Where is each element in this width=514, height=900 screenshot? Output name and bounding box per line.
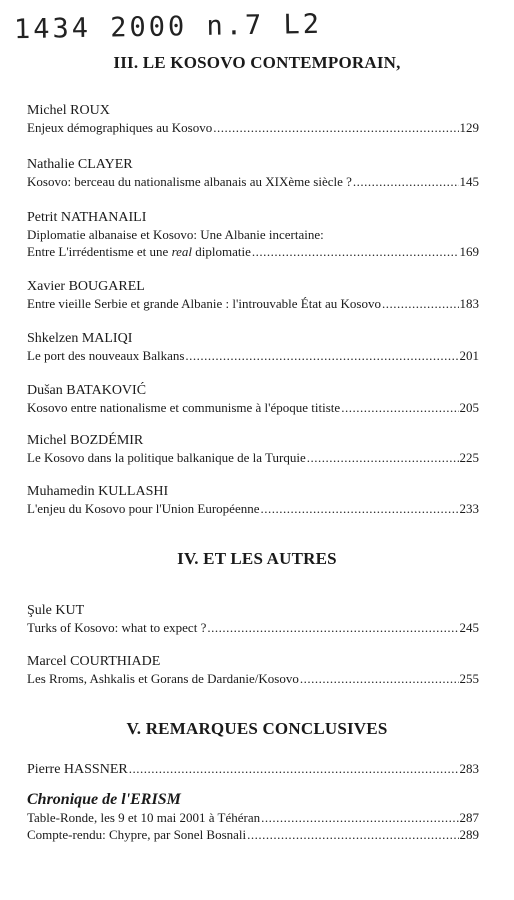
dot-leader xyxy=(261,809,458,826)
toc-line[interactable] xyxy=(27,670,479,687)
page-number: 201 xyxy=(459,348,479,363)
toc-title: Kosovo: berceau du nationalisme albanais au XIXème siècle ? xyxy=(27,174,352,189)
toc-title: Le port des nouveaux Balkans xyxy=(27,348,185,363)
dot-leader xyxy=(129,760,459,777)
toc-line[interactable] xyxy=(27,119,479,136)
dot-leader xyxy=(300,670,459,687)
page-number: 145 xyxy=(459,174,479,189)
page-number: 169 xyxy=(459,244,479,259)
page-number: 287 xyxy=(459,810,479,825)
handwritten-annotation: 1434 2000 n.7 L2 xyxy=(13,8,323,46)
toc-entry-maliqi xyxy=(27,330,479,364)
toc-title: Entre vieille Serbie et grande Albanie : l'introuvable État au Kosovo xyxy=(27,296,381,311)
toc-author: Michel ROUX xyxy=(27,103,110,118)
page-number: 205 xyxy=(459,400,479,415)
toc-title: Le Kosovo dans la politique balkanique de la Turquie xyxy=(27,450,306,465)
toc-author: Petrit NATHANAILI xyxy=(27,210,147,225)
toc-title-line: Diplomatie albanaise et Kosovo: Une Albanie incertaine: xyxy=(27,227,324,242)
page-number: 283 xyxy=(459,761,479,776)
toc-line[interactable] xyxy=(27,347,479,364)
page-number: 233 xyxy=(459,501,479,516)
dot-leader xyxy=(353,173,459,190)
page-number: 183 xyxy=(459,296,479,311)
page-number: 255 xyxy=(459,671,479,686)
toc-title: Turks of Kosovo: what to expect ? xyxy=(27,620,207,635)
section-heading-v: V. REMARQUES CONCLUSIVES xyxy=(126,719,388,738)
toc-entry-bougarel xyxy=(27,278,479,312)
toc-title: Compte-rendu: Chypre, par Sonel Bosnali xyxy=(27,827,247,842)
toc-entry-chronique xyxy=(27,790,479,843)
chronique-title: Chronique de l'ERISM xyxy=(27,791,181,808)
section-heading-iv: IV. ET LES AUTRES xyxy=(177,549,337,568)
toc-line[interactable] xyxy=(27,243,479,260)
toc-entry-nathanaili xyxy=(27,209,479,260)
toc-author: Marcel COURTHIADE xyxy=(27,654,161,669)
toc-entry-roux xyxy=(27,102,479,136)
toc-entry-bozdemir xyxy=(27,432,479,466)
dot-leader xyxy=(307,449,459,466)
toc-line[interactable] xyxy=(27,173,479,190)
dot-leader xyxy=(261,500,459,517)
page-number: 289 xyxy=(459,827,479,842)
toc-line[interactable] xyxy=(27,399,479,416)
toc-author: Dušan BATAKOVIĆ xyxy=(27,383,147,398)
toc-title: L'enjeu du Kosovo pour l'Union Européenne xyxy=(27,501,260,516)
toc-title: Les Rroms, Ashkalis et Gorans de Dardanie/Kosovo xyxy=(27,671,299,686)
dot-leader xyxy=(252,243,459,260)
toc-title: Table-Ronde, les 9 et 10 mai 2001 à Téhéran xyxy=(27,810,261,825)
toc-line[interactable] xyxy=(27,449,479,466)
dot-leader xyxy=(213,119,458,136)
toc-line[interactable] xyxy=(27,619,479,636)
toc-author: Michel BOZDÉMIR xyxy=(27,433,144,448)
toc-line[interactable] xyxy=(27,760,479,778)
toc-author: Xavier BOUGAREL xyxy=(27,279,145,294)
toc-entry-hassner xyxy=(27,760,479,778)
toc-title-emphasis: real xyxy=(171,244,193,259)
toc-line[interactable] xyxy=(27,295,479,312)
toc-line[interactable] xyxy=(27,826,479,843)
toc-entry-clayer xyxy=(27,156,479,190)
dot-leader xyxy=(247,826,458,843)
dot-leader xyxy=(185,347,458,364)
toc-title: Enjeux démographiques au Kosovo xyxy=(27,120,213,135)
toc-entry-kullashi xyxy=(27,483,479,517)
toc-line[interactable] xyxy=(27,500,479,517)
toc-line[interactable] xyxy=(27,809,479,826)
dot-leader xyxy=(207,619,458,636)
dot-leader xyxy=(341,399,458,416)
toc-entry-batakovic xyxy=(27,382,479,416)
dot-leader xyxy=(382,295,459,312)
toc-author: Şule KUT xyxy=(27,603,85,618)
section-heading-iii: III. LE KOSOVO CONTEMPORAIN, xyxy=(113,53,401,72)
toc-author: Pierre HASSNER xyxy=(27,762,128,777)
toc-author: Muhamedin KULLASHI xyxy=(27,484,169,499)
page-number: 225 xyxy=(459,450,479,465)
toc-title: Kosovo entre nationalisme et communisme à l'époque titiste xyxy=(27,400,341,415)
page-number: 129 xyxy=(459,120,479,135)
toc-entry-courthiade xyxy=(27,653,479,687)
toc-title: Entre L'irrédentisme et une real diplomatie xyxy=(27,244,251,259)
toc-author: Shkelzen MALIQI xyxy=(27,331,133,346)
toc-entry-kut xyxy=(27,602,479,636)
page-number: 245 xyxy=(459,620,479,635)
toc-author: Nathalie CLAYER xyxy=(27,157,133,172)
